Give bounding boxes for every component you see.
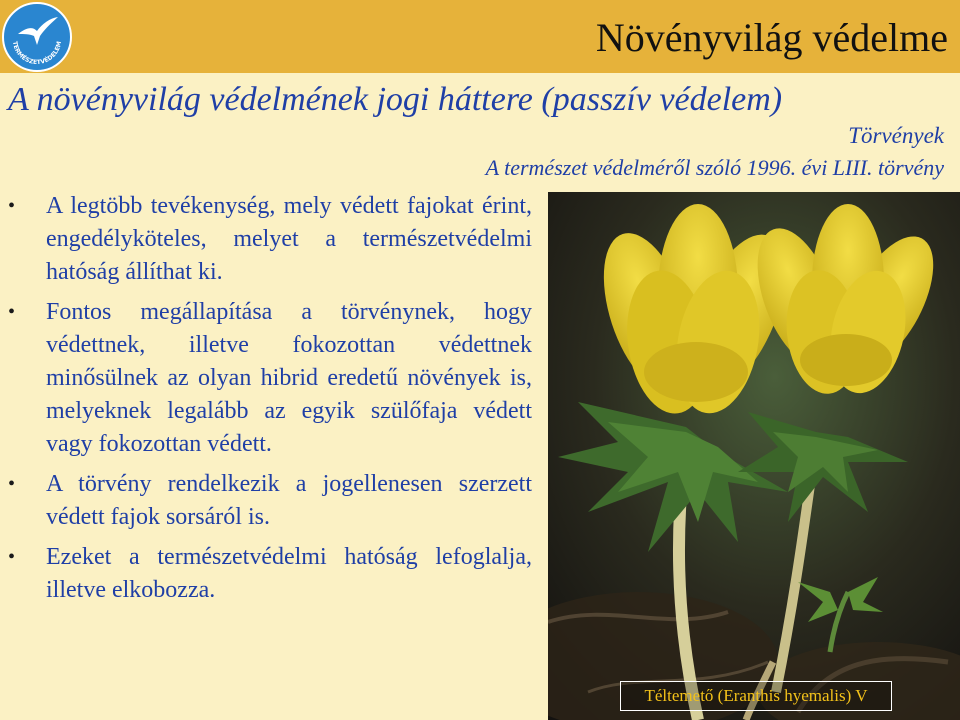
bullet-text: A törvény rendelkezik a jogellenesen szerzett védett fajok sorsáról is. (46, 471, 532, 530)
law-reference: A természet védelméről szóló 1996. évi LIII. törvény (485, 155, 944, 180)
eranthis-photo (548, 192, 960, 720)
bullet-text: Ezeket a természetvédelmi hatóság lefoglalja, illetve elkobozza. (46, 544, 532, 603)
bullet-icon: • (8, 546, 16, 568)
termeszetvedelem-logo (2, 2, 72, 72)
bullet-icon: • (8, 195, 16, 217)
photo-caption: Téltemető (Eranthis hyemalis) V (620, 681, 892, 711)
bullet-text: Fontos megállapítása a törvénynek, hogy védettnek, illetve fokozottan védettnek minősülnek az olyan hibrid eredetű növények is, melyeknek legalább az egyik szülőfaja védett vagy fokozottan védett. (46, 299, 532, 457)
bullet-item (8, 190, 532, 289)
bird-icon (18, 17, 58, 45)
slide-subtitle: A növényvilág védelmének jogi háttere (passzív védelem) (8, 81, 783, 118)
bullet-icon: • (8, 301, 16, 323)
category-label: Törvények (848, 123, 944, 148)
logo-text: TERMÉSZETVÉDELEM (10, 40, 64, 67)
bullet-item (8, 541, 532, 607)
bullet-item (8, 468, 532, 534)
bullet-icon: • (8, 473, 16, 495)
slide-title: Növényvilág védelme (595, 15, 948, 60)
bullet-item (8, 296, 532, 461)
bullet-text: A legtöbb tevékenység, mely védett fajokat érint, engedélyköteles, melyet a természetvédelmi hatóság állíthat ki. (46, 193, 532, 285)
bullet-list (8, 190, 532, 614)
